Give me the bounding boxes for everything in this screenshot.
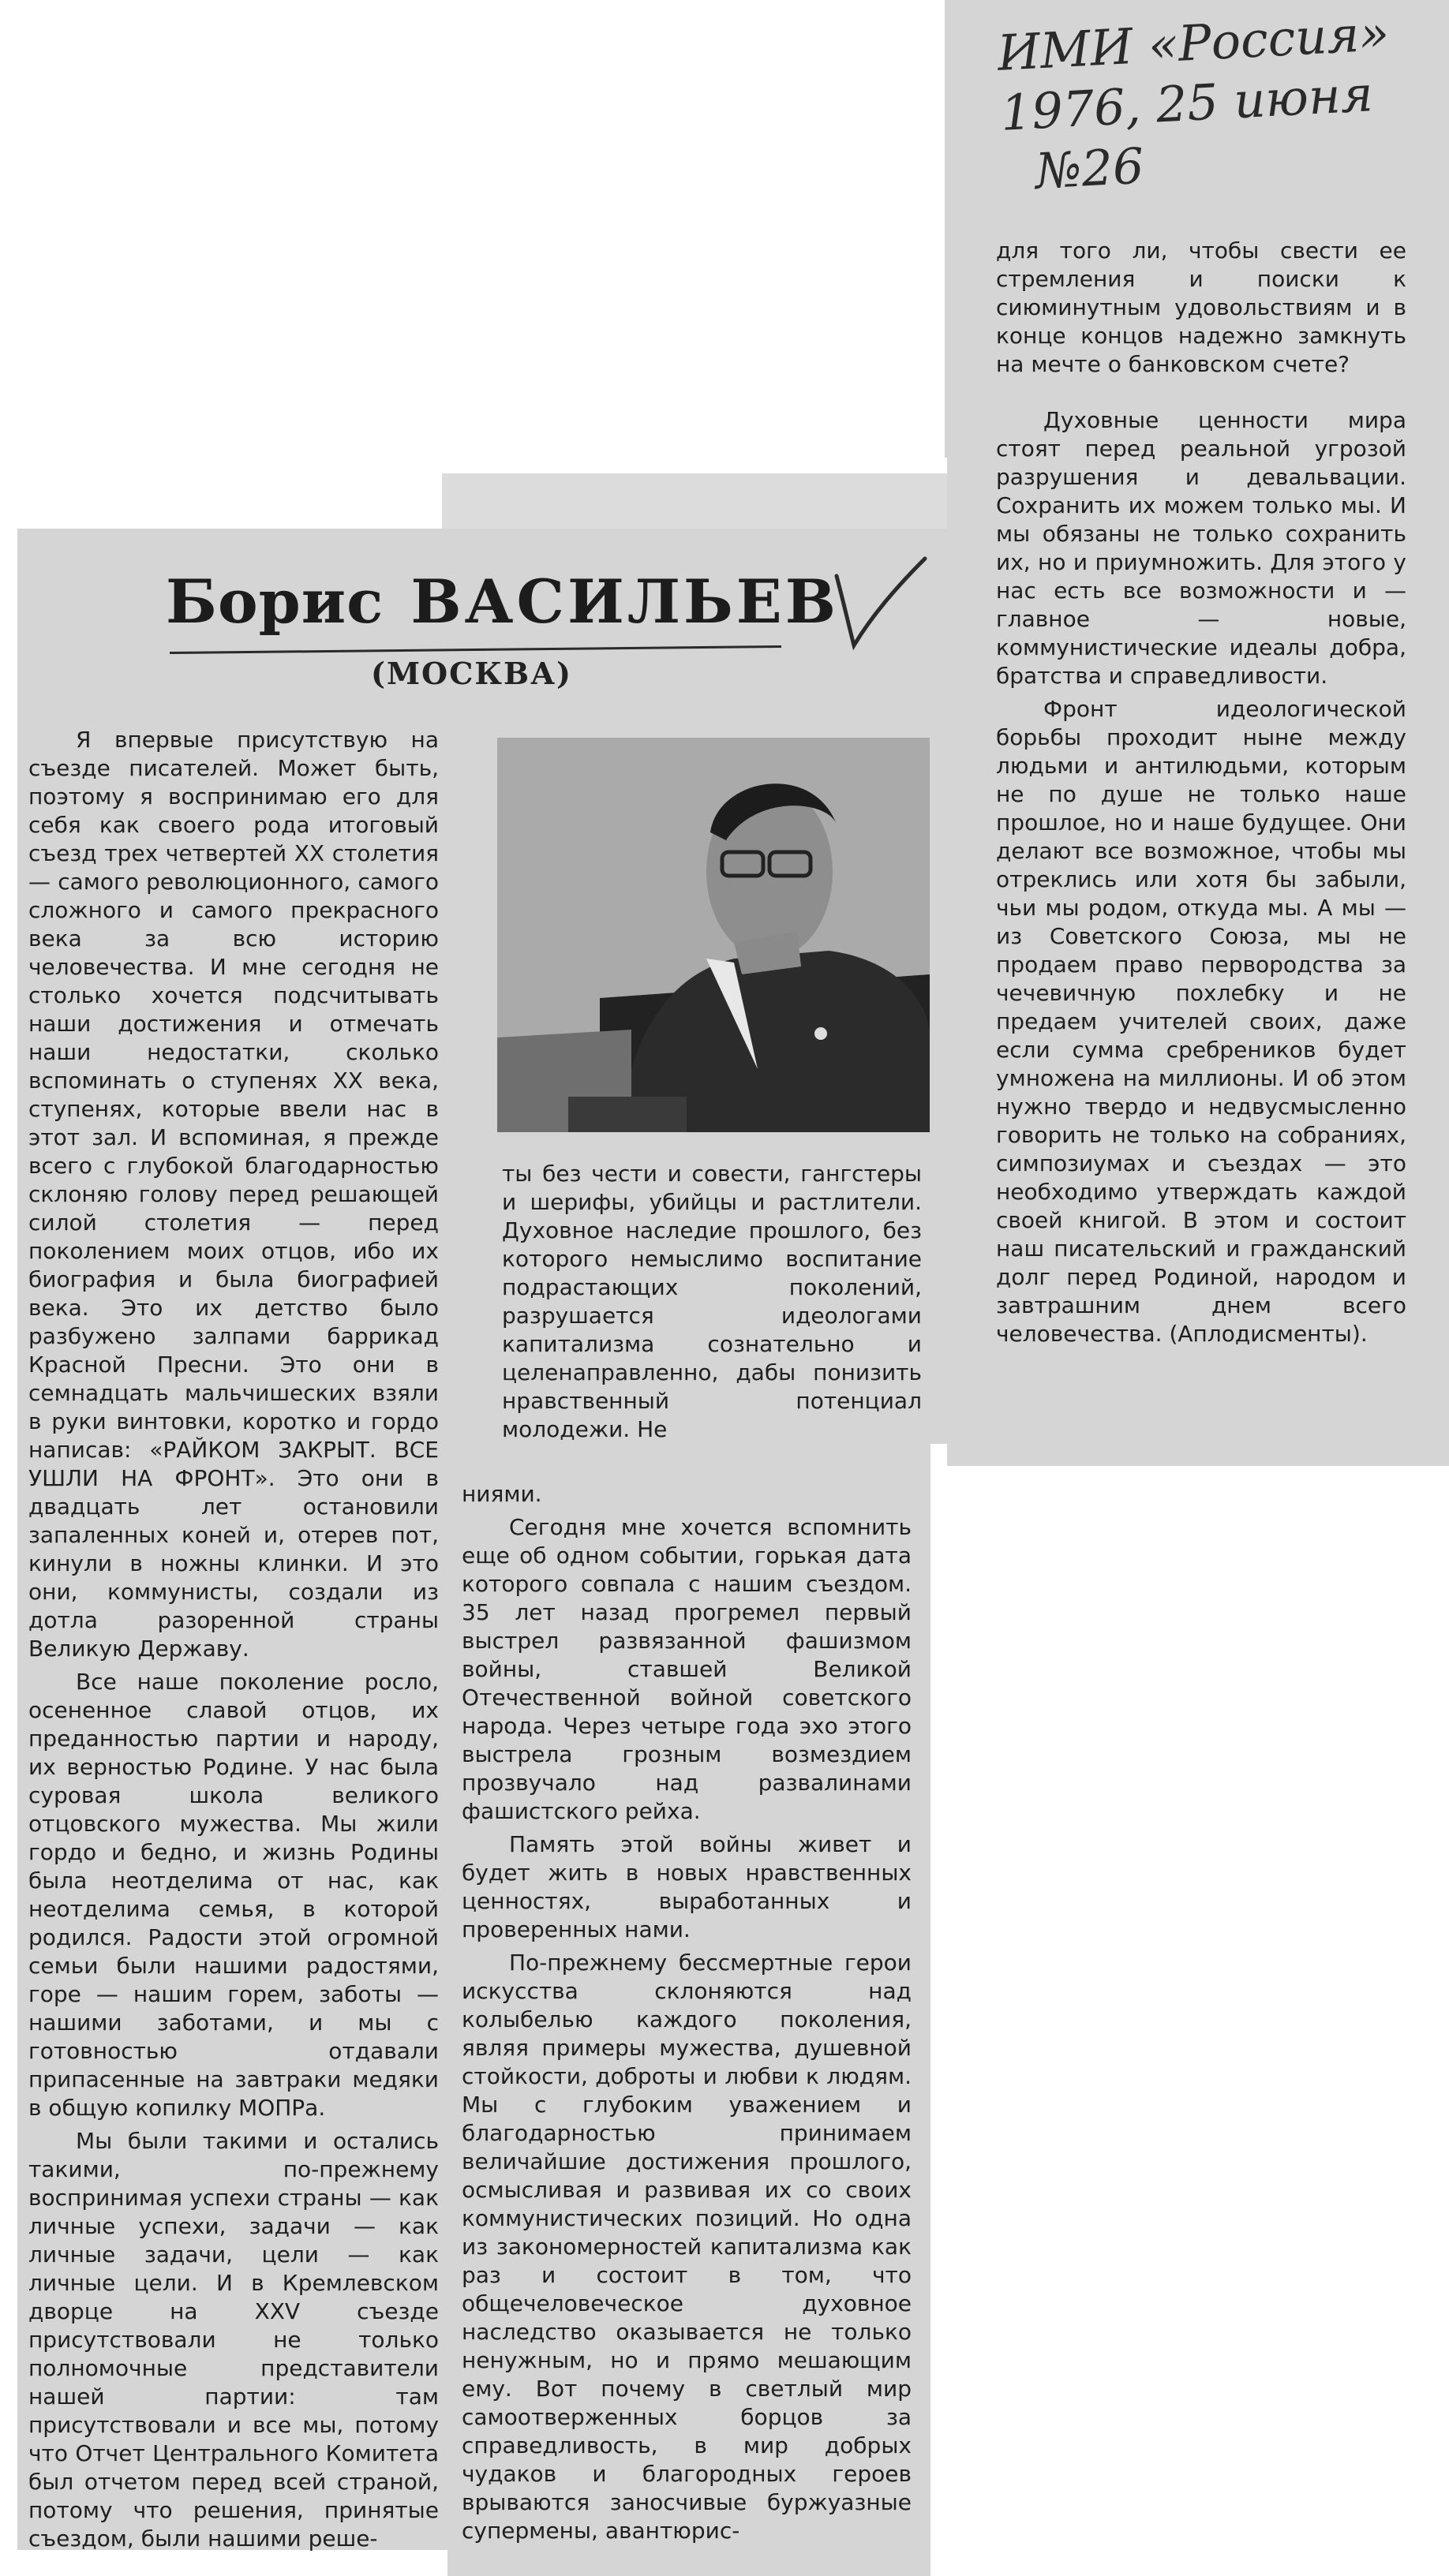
column-1 — [28, 726, 439, 2553]
checkmark-icon — [829, 552, 931, 655]
right-top-paragraph: для того ли, чтобы свести ее стремления и поиски к сиюминутным удовольствиям и в конце концов надежно замкнуть на мечте о банковском счете? — [996, 237, 1406, 377]
author-first-name: Борис — [166, 566, 384, 637]
author-last-name: ВАСИЛЬЕВ — [410, 566, 839, 637]
annotation-line-3: №26 — [1033, 136, 1146, 200]
col2-continuation: ниями. — [462, 1481, 542, 1507]
col2-upper-paragraph: ты без чести и совести, гангстеры и шерифы, убийцы и растлители. Духовное наследие прошлого, без которого немыслимо воспитание подрастающих поколений, разрушается идеологами капитализма сознательно и целенаправленно, дабы понизить нравственный потенциал молодежи. Не — [502, 1161, 922, 1442]
col1-paragraph-3: Мы были такими и остались такими, по-прежнему воспринимая успехи страны — как личные успехи, задачи — как личные задачи, цели — как личные цели. И в Кремлевском дворце на XXV съезде присутствовали не только полномочные представители нашей партии: там присутствовали и все мы, потому что Отчет Центрального Комитета был отчетом перед всей страной, потому что решения, принятые съездом, были нашими реше- — [28, 2128, 439, 2552]
column-2-upper — [502, 1160, 922, 1444]
right-column — [996, 406, 1406, 1348]
article-title — [166, 566, 876, 637]
col1-paragraph-2: Все наше поколение росло, осененное славой отцов, их преданностью партии и народу, их верностью Родине. У нас была суровая школа великого отцовского мужества. Мы жили гордо и бедно, и жизнь Родины была неотделима от нас, как неотделима семья, в которой родился. Радости этой огромной семьи были нашими радостями, горе — нашим горем, заботы — нашими заботами, и мы с готовностью отдавали припасенные на завтраки медяки в общую копилку МОПРа. — [28, 1669, 439, 2121]
handwritten-annotation — [996, 1, 1447, 204]
author-photo — [497, 738, 930, 1132]
annotation-line-1: ИМИ «Россия» — [996, 4, 1391, 82]
col2-paragraph-1: Сегодня мне хочется вспомнить еще об одном событии, горькая дата которого совпала с нашим съездом. 35 лет назад прогремел первый выстрел развязанной фашизмом войны, ставшей Великой Отечественной войной советского народа. Через четыре года эхо этого выстрела грозным возмездием прозвучало над развалинами фашистского рейха. — [462, 1514, 912, 1824]
col2-paragraph-2: Память этой войны живет и будет жить в новых нравственных ценностях, выработанных и проверенных нами. — [462, 1831, 912, 1942]
annotation-line-2: 1976, 25 июня — [999, 65, 1375, 142]
right-column-top — [996, 237, 1406, 379]
right-paragraph-2: Фронт идеологической борьбы проходит ныне между людьми и антилюдьми, которым не по душе не только наше прошлое, но и наше будущее. Они делают все возможное, чтобы мы отреклись или хотя бы забыли, чьи мы родом, откуда мы. А мы — из Советского Союза, мы не продаем право первородства за чечевичную похлебку и не предаем учителей своих, даже если сумма сребреников будет умножена на миллионы. И об этом нужно твердо и недвусмысленно говорить не только на собраниях, симпозиумах и съездах — это необходимо утверждать каждой своей книгой. В этом и состоит наш писательский и гражданский долг перед Родиной, народом и завтрашним днем всего человечества. (Аплодисменты). — [996, 696, 1406, 1347]
col1-paragraph-1: Я впервые присутствую на съезде писателей. Может быть, поэтому я воспринимаю его для себя как своего рода итоговый съезд трех четвертей XX столетия — самого революционного, самого сложного и самого прекрасного века за всю историю человечества. И мне сегодня не столько хочется подсчитывать наши достижения и отмечать наши недостатки, сколько вспоминать о ступенях XX века, ступенях, которые ввели нас в этот зал. И вспоминая, я прежде всего с глубокой благодарностью склоняю голову перед решающей силой столетия — перед поколением моих отцов, ибо их биография и была биографией века. Это их детство было разбужено залпами баррикад Красной Пресни. Это они в семнадцать мальчишеских взяли в руки винтовки, коротко и гордо написав: «РАЙКОМ ЗАКРЫТ. ВСЕ УШЛИ НА ФРОНТ». Это они в двадцать лет остановили запаленных коней и, отерев пот, кинули в ножны клинки. И это они, коммунисты, создали из дотла разоренной страны Великую Державу. — [28, 727, 439, 1662]
col2-paragraph-3: По-прежнему бессмертные герои искусства склоняются над колыбелью каждого поколения, являя примеры мужества, душевной стойкости, доброты и любви к людям. Мы с глубоким уважением и благодарностью принимаем величайшие достижения прошлого, осмысливая и развивая их со своих коммунистических позиций. Но одна из закономерностей капитализма как раз и состоит в том, что общечеловеческое духовное наследство оказывается не только ненужным, но и прямо мешающим ему. Вот почему в светлый мир самоотверженных борцов за справедливость, в мир добрых чудаков и благородных героев врываются заносчивые буржуазные супермены, авантюрис- — [462, 1950, 912, 2544]
right-paragraph-1: Духовные ценности мира стоят перед реальной угрозой разрушения и девальвации. Сохранить их можем только мы. И мы обязаны не только сохранить их, но и приумножить. Для этого у нас есть все возможности и — главное — новые, коммунистические идеалы добра, братства и справедливости. — [996, 407, 1406, 689]
column-2-lower — [462, 1480, 912, 2545]
author-city: (МОСКВА) — [371, 656, 573, 691]
